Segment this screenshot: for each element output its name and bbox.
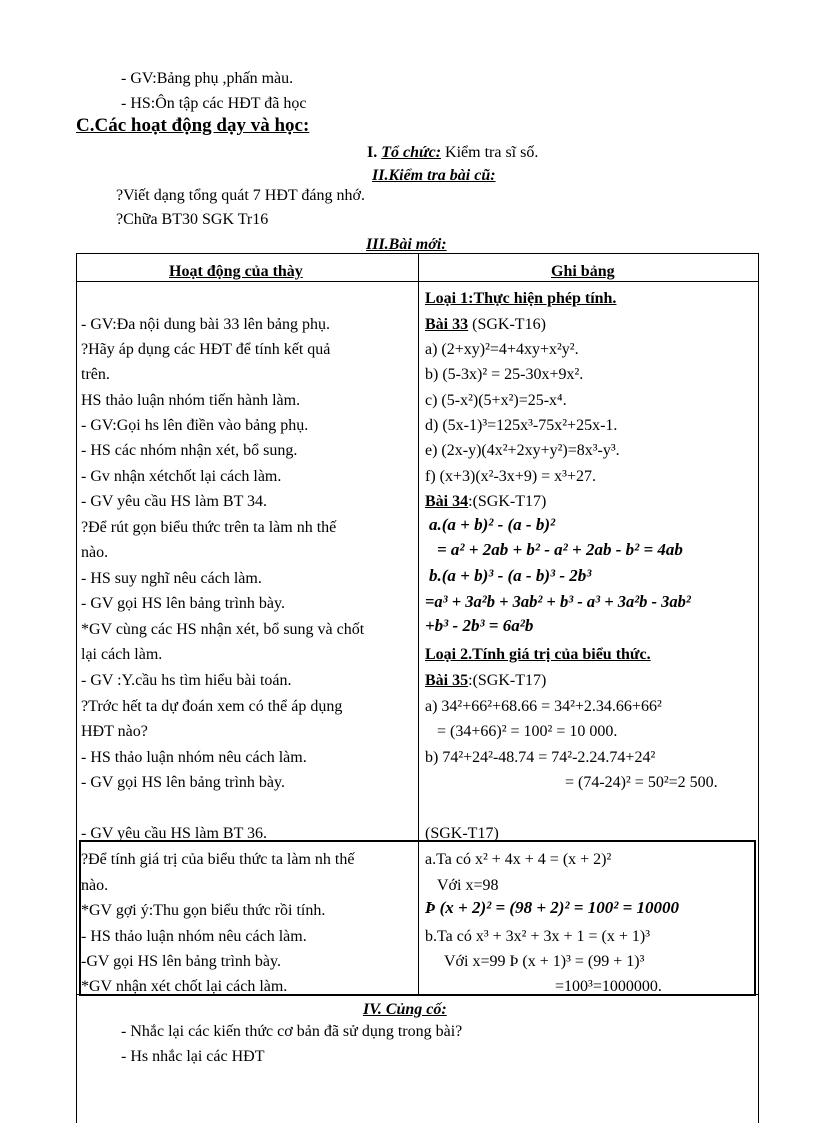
bai-34-src: :(SGK-T17): [468, 493, 547, 510]
left-line: nào.: [81, 877, 109, 894]
b33-item: c) (5-x²)(5+x²)=25-x⁴.: [425, 392, 567, 409]
section-4-line-1: - Nhắc lại các kiến thức cơ bản đã sử dụng trong bài?: [121, 1023, 463, 1040]
bai-35-src: :(SGK-T17): [468, 672, 547, 689]
section-2-line-1: ?Viết dạng tổng quát 7 HĐT đáng nhớ.: [116, 187, 365, 204]
left-line: - GV gọi HS lên bảng trình bày.: [81, 774, 285, 791]
prep-line-gv: - GV:Bảng phụ ,phấn màu.: [121, 70, 294, 87]
table-left-border: [76, 253, 77, 1123]
section-1-num: I.: [367, 144, 378, 161]
left-line: - HS thảo luận nhóm nêu cách làm.: [81, 749, 307, 766]
section-1: [367, 143, 538, 163]
table-middle-border: [418, 253, 419, 995]
b35-line: a) 34²+66²+68.66 = 34²+2.34.66+66²: [425, 698, 662, 715]
section-4-title: IV. Củng cố:: [363, 1001, 447, 1018]
bai-33-heading: [425, 315, 546, 335]
left-line: HĐT nào?: [81, 723, 148, 740]
bai-33-src: (SGK-T16): [468, 316, 546, 333]
left-line: - HS các nhóm nhận xét, bổ sung.: [81, 442, 298, 459]
prep-line-hs: - HS:Ôn tập các HĐT đã học: [121, 95, 307, 112]
b36-line: Þ (x + 2)² = (98 + 2)² = 100² = 10000: [425, 898, 680, 917]
loai-1-heading: Loại 1:Thực hiện phép tính.: [425, 290, 617, 307]
left-line: - GV:Gọi hs lên điền vào bảng phụ.: [81, 417, 309, 434]
b34-line: =a³ + 3a²b + 3ab² + b³ - a³ + 3a²b - 3ab²: [425, 592, 691, 611]
bai-36-src: (SGK-T17): [425, 825, 499, 842]
left-line: - HS thảo luận nhóm nêu cách làm.: [81, 928, 307, 945]
b33-item: d) (5x-1)³=125x³-75x²+25x-1.: [425, 417, 618, 434]
b34-line: a.(a + b)² - (a - b)²: [429, 515, 556, 534]
b36-line: b.Ta có x³ + 3x² + 3x + 1 = (x + 1)³: [425, 928, 651, 945]
left-line: ?Để rút gọn biểu thức trên ta làm nh thế: [81, 519, 337, 536]
bai-34-label: Bài 34: [425, 493, 469, 510]
left-line: - Gv nhận xétchốt lại cách làm.: [81, 468, 282, 485]
left-line: *GV cùng các HS nhận xét, bổ sung và chốt: [81, 621, 365, 638]
section-2-title: II.Kiểm tra bài cũ:: [372, 167, 496, 184]
left-line: trên.: [81, 366, 110, 383]
b33-item: a) (2+xy)²=4+4xy+x²y².: [425, 341, 579, 358]
left-line: - GV :Y.cầu hs tìm hiểu bài toán.: [81, 672, 292, 689]
section-1-text: Kiểm tra sĩ số.: [441, 144, 539, 161]
bai-33-label: Bài 33: [425, 316, 469, 333]
b36-line: Với x=99 Þ (x + 1)³ = (99 + 1)³: [444, 953, 645, 970]
left-line: - GV gọi HS lên bảng trình bày.: [81, 595, 285, 612]
left-line: *GV nhận xét chốt lại cách làm.: [81, 978, 288, 995]
b33-item: f) (x+3)(x²-3x+9) = x³+27.: [425, 468, 596, 485]
frame-right: [754, 840, 756, 996]
left-line: - GV yêu cầu HS làm BT 34.: [81, 493, 268, 510]
table-header-right: Ghi bảng: [551, 263, 615, 280]
left-line: - GV yêu cầu HS làm BT 36.: [81, 825, 268, 842]
left-line: *GV gợi ý:Thu gọn biểu thức rồi tính.: [81, 902, 326, 919]
b33-item: e) (2x-y)(4x²+2xy+y²)=8x³-y³.: [425, 442, 620, 459]
b33-item: b) (5-3x)² = 25-30x+9x².: [425, 366, 584, 383]
left-line: lại cách làm.: [81, 646, 163, 663]
left-line: - GV:Đa nội dung bài 33 lên bảng phụ.: [81, 316, 330, 333]
b36-line: =100³=1000000.: [555, 978, 662, 995]
left-line: - HS suy nghĩ nêu cách làm.: [81, 570, 262, 587]
bai-35-label: Bài 35: [425, 672, 469, 689]
left-line: ?Để tính giá trị của biểu thức ta làm nh thế: [81, 851, 355, 868]
left-line: ?Hãy áp dụng các HĐT để tính kết quả: [81, 341, 331, 358]
section-2-line-2: ?Chữa BT30 SGK Tr16: [116, 211, 269, 228]
b35-line: = (34+66)² = 100² = 10 000.: [437, 723, 618, 740]
loai-2-heading: Loại 2.Tính giá trị của biểu thức.: [425, 646, 651, 663]
section-1-title: Tổ chức:: [381, 144, 442, 161]
bai-35-heading: [425, 671, 546, 691]
table-right-border: [758, 253, 759, 1123]
b36-line: a.Ta có x² + 4x + 4 = (x + 2)²: [425, 851, 612, 868]
b34-line: = a² + 2ab + b² - a² + 2ab - b² = 4ab: [437, 540, 683, 559]
table-header-left: Hoạt động của thày: [169, 263, 303, 280]
left-line: HS thảo luận nhóm tiến hành làm.: [81, 392, 301, 409]
section-4-line-2: - Hs nhắc lại các HĐT: [121, 1048, 265, 1065]
b35-line: = (74-24)² = 50²=2 500.: [565, 774, 718, 791]
b34-line: b.(a + b)³ - (a - b)³ - 2b³: [429, 566, 592, 585]
section-c-heading: C.Các hoạt động dạy và học:: [76, 115, 310, 136]
left-line: ?Trớc hết ta dự đoán xem có thể áp dụng: [81, 698, 343, 715]
left-line: -GV gọi HS lên bảng trình bày.: [81, 953, 281, 970]
b35-line: b) 74²+24²-48.74 = 74²-2.24.74+24²: [425, 749, 656, 766]
bai-34-heading: [425, 492, 546, 512]
b34-line: +b³ - 2b³ = 6a²b: [425, 616, 534, 635]
b36-line: Với x=98: [437, 877, 499, 894]
left-line: nào.: [81, 544, 109, 561]
section-3-title: III.Bài mới:: [366, 236, 447, 253]
